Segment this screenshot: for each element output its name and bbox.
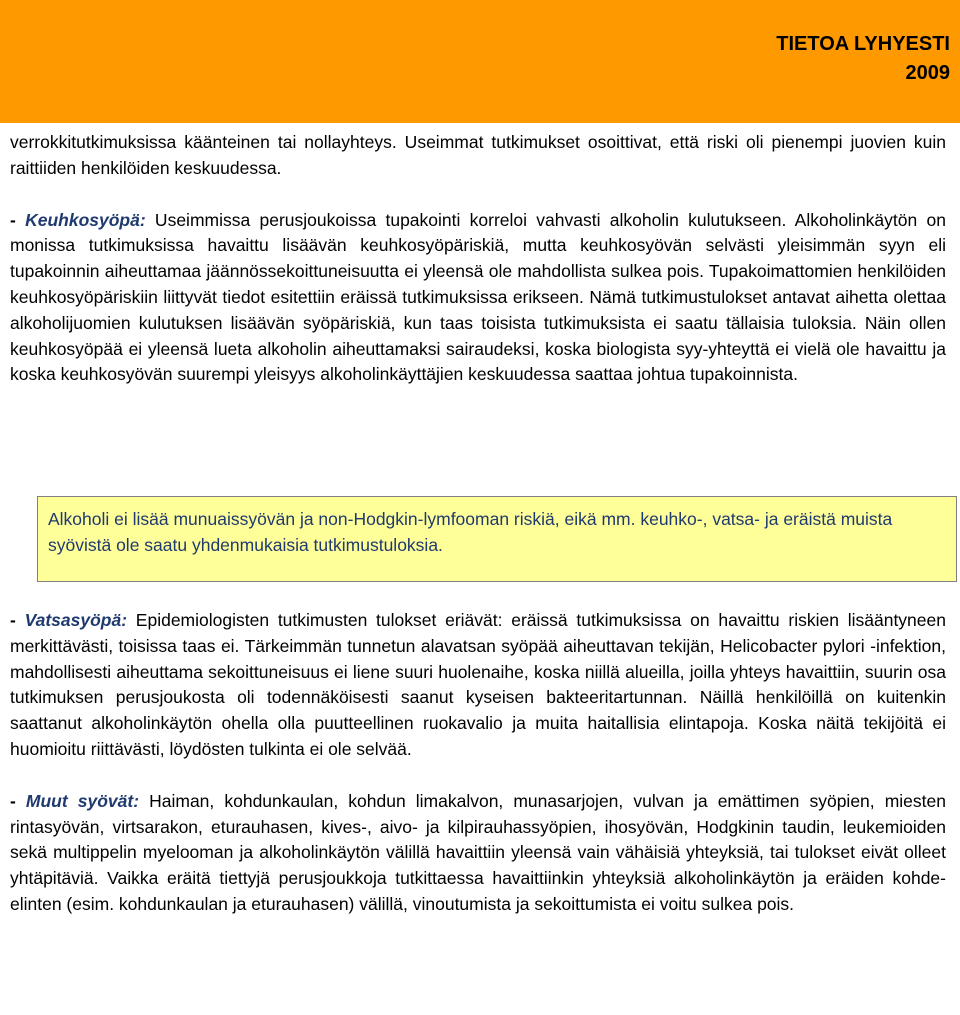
stomach-cancer-paragraph (10, 608, 946, 763)
header-year: 2009 (905, 62, 950, 84)
stomach-cancer-term: Vatsasyöpä: (24, 610, 128, 630)
other-cancers-paragraph (10, 789, 946, 918)
intro-paragraph: verrokkitutkimuksissa käänteinen tai nollayhteys. Useimmat tutkimukset osoittivat, että riski oli pienempi juovien kuin raittiiden henkilöiden keskuudessa. (10, 132, 946, 178)
document-body-top (10, 130, 946, 414)
stomach-dash: - (10, 610, 25, 630)
other-dash: - (10, 790, 26, 811)
summary-highlight-text: Alkoholi ei lisää munuaissyövän ja non-Hodgkin-lymfooman riskiä, eikä mm. keuhko-, vatsa- ja eräistä muista syövistä ole saatu yhdenmukaisia tutkimustuloksia. (48, 509, 893, 555)
lung-cancer-paragraph (10, 208, 946, 389)
header-title-block (776, 30, 950, 88)
summary-highlight-box (37, 496, 957, 582)
header-title: TIETOA LYHYESTI (776, 33, 950, 55)
other-cancers-text: Haiman, kohdunkaulan, kohdun limakalvon, munasarjojen, vulvan ja emättimen syöpien, miesten rintasyövän, virtsarakon, eturauhasen, kives-, aivo- ja kilpirauhassyöpien, ihosyövän, Hodgkinin taudin, leukemioiden sekä multippelin myelooman ja alkoholinkäytön välillä havaittiin yleensä vain vähäisiä yhteyksiä, tai tulokset eivät olleet yhtäpitäviä. Vaikka eräitä tiettyjä perusjoukkoja tutkittaessa havaittiinkin yhteyksiä alkoholinkäytön ja eräiden kohde-elinten (esim. kohdunkaulan ja eturauhasen) välillä, vinoutumista ja sekoittumista ei voitu sulkea pois. (10, 790, 946, 914)
lung-dash: - (10, 209, 26, 230)
lung-cancer-term: Keuhkosyöpä: (25, 209, 146, 230)
lung-cancer-text: Useimmissa perusjoukoissa tupakointi korreloi vahvasti alkoholin kulutukseen. Alkoholinkäytön on monissa tutkimuksissa havaittu lisäävän keuhkosyöpäriskiä, mutta keuhkosyövän selvästi yleisimmän syyn eli tupakoinnin aiheuttamaa jäännössekoittuneisuutta ei yleensä ole mahdollista sulkea pois. Tupakoimattomien henkilöiden keuhkosyöpäriskiin liittyvät tiedot esitettiin eräissä tutkimuksissa erikseen. Nämä tutkimustulokset antavat aihetta olettaa alkoholijuomien kulutuksen lisäävän syöpäriskiä, kun taas toisista tutkimuksista ei saatu tällaisia tuloksia. Näin ollen keuhkosyöpää ei yleensä lueta alkoholin aiheuttamaksi sairaudeksi, koska biologista syy-yhteyttä ei vielä ole havaittu ja koska keuhkosyövän suurempi yleisyys alkoholinkäyttäjien keskuudessa saattaa johtua tupakoinnista. (10, 209, 946, 385)
stomach-cancer-text: Epidemiologisten tutkimusten tulokset eriävät: eräissä tutkimuksissa on havaittu riskien lisääntyneen merkittävästi, toisissa taas ei. Tärkeimmän tunnetun alavatsan syöpää aiheuttavan tekijän, Helicobacter pylori -infektion, mahdollisesti aiheuttama sekoittuneisuus ei liene suuri huolenaihe, koska niillä alueilla, joilla yhteys havaittiin, suurin osa tutkimuksen perusjoukosta oli todennäköisesti saanut kyseisen bakteeritartunnan. Näillä henkilöillä on kuitenkin saattanut alkoholinkäytön ohella olla puutteellinen ruokavalio ja muita haitallisia elintapoja. Koska näitä tekijöitä ei huomioitu riittävästi, löydösten tulkinta ei ole selvää. (10, 610, 946, 759)
document-body-bottom (10, 608, 946, 918)
other-cancers-term: Muut syövät: (25, 790, 140, 811)
page-header (0, 0, 960, 123)
